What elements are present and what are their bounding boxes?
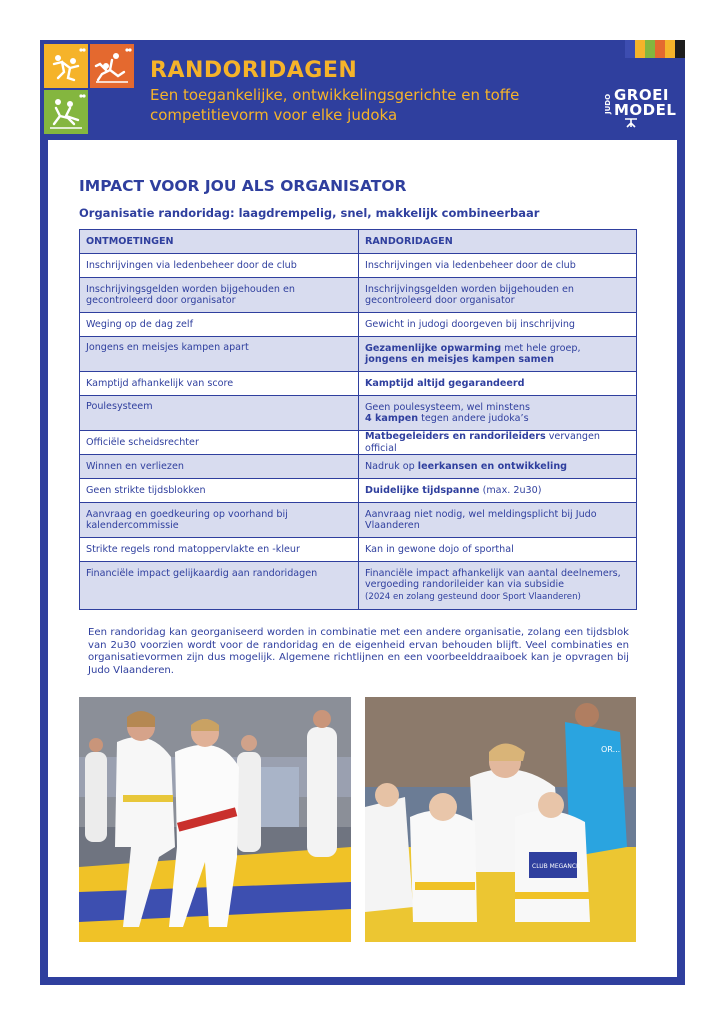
brand-line-2: MODEL — [614, 101, 677, 119]
table-cell: Poulesysteem — [80, 396, 359, 431]
emphasis-text: Duidelijke tijdspanne — [365, 484, 480, 496]
photo-coach-children — [365, 697, 636, 942]
emphasis-text: jongens en meisjes kampen samen — [365, 354, 554, 365]
table-cell: Geen strikte tijdsblokken — [80, 479, 359, 503]
table-cell: Winnen en verliezen — [80, 455, 359, 479]
table-row — [80, 337, 637, 372]
table-cell: Gewicht in judogi doorgeven bij inschrijving — [359, 313, 637, 337]
judo-throw-icon — [44, 44, 88, 88]
cell-text: vervangen official — [365, 431, 600, 454]
table-cell — [359, 479, 637, 503]
table-cell — [359, 562, 637, 610]
groeimodel-logo — [604, 86, 678, 130]
judo-fall-icon — [90, 44, 134, 88]
table-cell: Weging op de dag zelf — [80, 313, 359, 337]
coach-shirt-text: OR... — [601, 745, 621, 754]
judogi-patch-text: CLUB MEGANCK — [532, 863, 580, 870]
table-row — [80, 503, 637, 538]
emphasis-text: Matbegeleiders en randorileiders — [365, 431, 546, 442]
table-cell: Financiële impact gelijkaardig aan randoridagen — [80, 562, 359, 610]
cell-text: Geen poulesysteem, wel minstens — [365, 401, 530, 413]
table-cell: Aanvraag en goedkeuring op voorhand bij kalendercommissie — [80, 503, 359, 538]
column-header: RANDORIDAGEN — [359, 230, 637, 254]
table-cell: Strikte regels rond matoppervlakte en -kleur — [80, 538, 359, 562]
table-cell — [359, 431, 637, 455]
table-cell: Inschrijvingen via ledenbeheer door de club — [80, 254, 359, 278]
table-cell: Inschrijvingen via ledenbeheer door de club — [359, 254, 637, 278]
emphasis-text: 4 kampen — [365, 413, 419, 424]
cell-text: tegen andere judoka’s — [418, 413, 529, 424]
table-row — [80, 431, 637, 455]
emphasis-text: Kamptijd altijd gegarandeerd — [365, 377, 525, 389]
table-cell: Aanvraag niet nodig, wel meldingsplicht bij Judo Vlaanderen — [359, 503, 637, 538]
emphasis-text: leerkansen en ontwikkeling — [417, 460, 568, 472]
comparison-table — [79, 229, 637, 610]
table-row — [80, 479, 637, 503]
photo-randori-fight — [79, 697, 351, 942]
table-row — [80, 396, 637, 431]
table-cell: Inschrijvingsgelden worden bijgehouden en gecontroleerd door organisator — [359, 278, 637, 313]
color-stripes — [625, 40, 685, 58]
cell-text: met hele groep, — [501, 342, 581, 354]
table-header-row — [80, 230, 637, 254]
section-subtitle: Organisatie randoridag: laagdrempelig, snel, makkelijk combineerbaar — [79, 206, 540, 220]
judo-hold-icon — [44, 90, 88, 134]
section-title: IMPACT VOOR JOU ALS ORGANISATOR — [79, 177, 407, 195]
table-cell: Officiële scheidsrechter — [80, 431, 359, 455]
table-row — [80, 562, 637, 610]
table-row — [80, 372, 637, 396]
table-row — [80, 455, 637, 479]
page-title: RANDORIDAGEN — [150, 58, 358, 83]
brand-line-1: GROEI — [614, 86, 669, 104]
page-subtitle: Een toegankelijke, ontwikkelingsgerichte en toffe competitievorm voor elke judoka — [150, 86, 520, 124]
brand-mark-icon — [624, 118, 638, 128]
cell-text: (max. 2u30) — [479, 484, 542, 496]
table-cell — [359, 372, 637, 396]
table-cell: Jongens en meisjes kampen apart — [80, 337, 359, 372]
brand-side-text: JUDO — [604, 93, 612, 114]
table-cell — [359, 337, 637, 372]
emphasis-text: Gezamenlijke opwarming — [365, 342, 502, 354]
cell-text: Nadruk op — [365, 460, 418, 472]
table-cell — [359, 455, 637, 479]
body-paragraph: Een randoridag kan georganiseerd worden in combinatie met een andere organisatie, zolang een tijdsblok van 2u30 voorzien wordt voor de randoridag en de eigenheid ervan behouden blijft. Veel combinaties en organisatievormen zijn dus mogelijk. Algemene richtlijnen en een voorbeelddraaiboek kan je opvragen bij Judo Vlaanderen. — [88, 627, 629, 676]
logo-tiles — [44, 44, 136, 136]
table-row — [80, 313, 637, 337]
table-cell: Kan in gewone dojo of sporthal — [359, 538, 637, 562]
table-cell — [359, 396, 637, 431]
table-cell: Inschrijvingsgelden worden bijgehouden en gecontroleerd door organisator — [80, 278, 359, 313]
table-row — [80, 254, 637, 278]
table-cell: Kamptijd afhankelijk van score — [80, 372, 359, 396]
column-header: ONTMOETINGEN — [80, 230, 359, 254]
table-row — [80, 278, 637, 313]
cell-note: (2024 en zolang gesteund door Sport Vlaanderen) — [365, 591, 581, 602]
table-row — [80, 538, 637, 562]
cell-text: Financiële impact afhankelijk van aantal deelnemers, vergoeding randorileider kan via subsidie — [365, 567, 621, 591]
